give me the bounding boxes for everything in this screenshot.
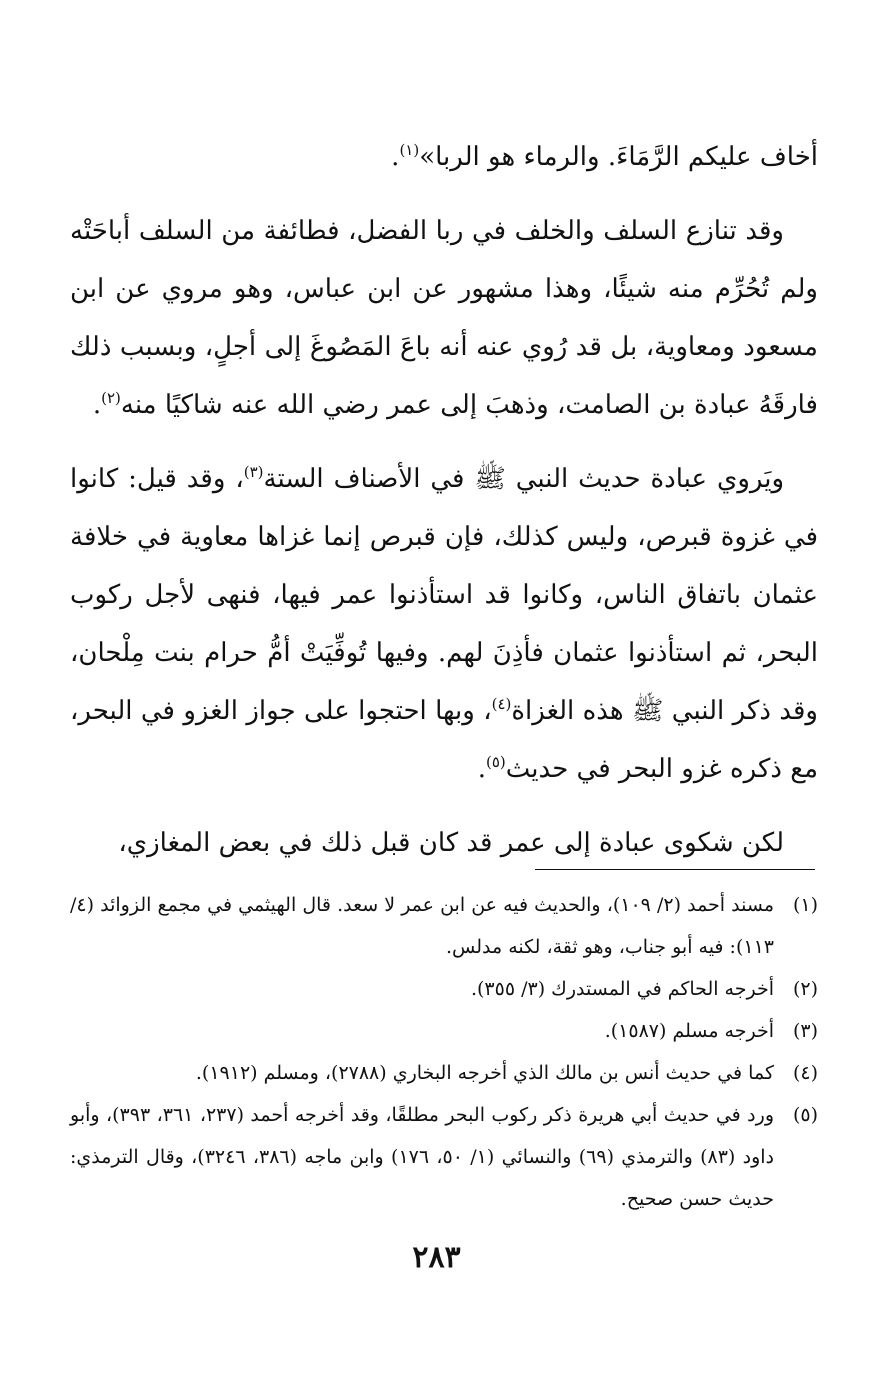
footnote-text: كما في حديث أنس بن مالك الذي أخرجه البخاري (٢٧٨٨)، ومسلم (١٩١٢). xyxy=(195,1062,774,1084)
footnote-number: (١) xyxy=(792,894,818,916)
footnotes xyxy=(70,884,818,1220)
footnote-ref-1: (١) xyxy=(399,141,420,159)
paragraph-4: لكن شكوى عبادة إلى عمر قد كان قبل ذلك في بعض المغازي، xyxy=(118,828,784,858)
paragraph-1: أخاف عليكم الرَّمَاءَ. والرماء هو الربا»$^{(١)}$. xyxy=(391,141,818,172)
footnote-separator xyxy=(535,869,815,870)
footnote-text: أخرجه الحاكم في المستدرك (٣/ ٣٥٥). xyxy=(470,978,774,1000)
main-text xyxy=(70,128,818,872)
footnote-number: (٤) xyxy=(792,1062,818,1084)
paragraph-3: ويَروي عبادة حديث النبي ﷺ في الأصناف الستة$^{(٣)}$، وقد قيل: كانوا في غزوة قبرص، وليس كذلك، فإن قبرص إنما غزاها معاوية في خلافة عثمان باتفاق الناس، وكانوا قد استأذنوا عمر فيها، فنهى لأجل ركوب البحر، ثم استأذنوا عثمان فأذِنَ لهم. وفيها تُوفِّيَتْ أمُّ حرام بنت مِلْحان، وقد ذكر النبي ﷺ هذه الغزاة$^{(٤)}$، وبها احتجوا على جواز الغزو في البحر، مع ذكره غزو البحر في حديث$^{(٥)}$. xyxy=(70,463,818,784)
footnote-1 xyxy=(70,884,818,968)
page-number: ٢٨٣ xyxy=(412,1240,461,1275)
footnote-number: (٣) xyxy=(792,1020,818,1042)
paragraph-2: وقد تنازع السلف والخلف في ربا الفضل، فطائفة من السلف أباحَتْه ولم تُحُرِّم منه شيئًا، وهذا مشهور عن ابن عباس، وهو مروي عن ابن مسعود ومعاوية، بل قد رُوي عنه أنه باعَ المَصُوغَ إلى أجلٍ، وبسبب ذلك فارقَهُ عبادة بن الصامت، وذهبَ إلى عمر رضي الله عنه شاكيًا منه$^{(٢)}$. xyxy=(70,216,818,420)
footnote-5 xyxy=(70,1094,818,1220)
footnote-text: مسند أحمد (٢/ ١٠٩)، والحديث فيه عن ابن عمر لا سعد. قال الهيثمي في مجمع الزوائد (٤/ ١١٣): فيه أبو جناب، وهو ثقة، لكنه مدلس. xyxy=(70,894,774,958)
footnote-number: (٥) xyxy=(792,1104,818,1126)
footnote-ref-3: (٣) xyxy=(243,463,264,481)
footnote-3 xyxy=(70,1010,818,1052)
footnote-text: أخرجه مسلم (١٥٨٧). xyxy=(604,1020,774,1042)
footnote-text: ورد في حديث أبي هريرة ذكر ركوب البحر مطلقًا، وقد أخرجه أحمد (٢٣٧، ٣٦١، ٣٩٣)، وأبو داود (٨٣) والترمذي (٦٩) والنسائي (١/ ٥٠، ١٧٦) وابن ماجه (٣٨٦، ٣٢٤٦)، وقال الترمذي: حديث حسن صحيح. xyxy=(70,1104,775,1210)
footnote-ref-4: (٤) xyxy=(491,695,512,713)
footnote-4 xyxy=(70,1052,818,1094)
footnote-2 xyxy=(70,968,818,1010)
footnote-number: (٢) xyxy=(792,978,818,1000)
footnote-ref-2: (٢) xyxy=(101,389,121,407)
footnote-ref-5: (٥) xyxy=(486,753,506,771)
